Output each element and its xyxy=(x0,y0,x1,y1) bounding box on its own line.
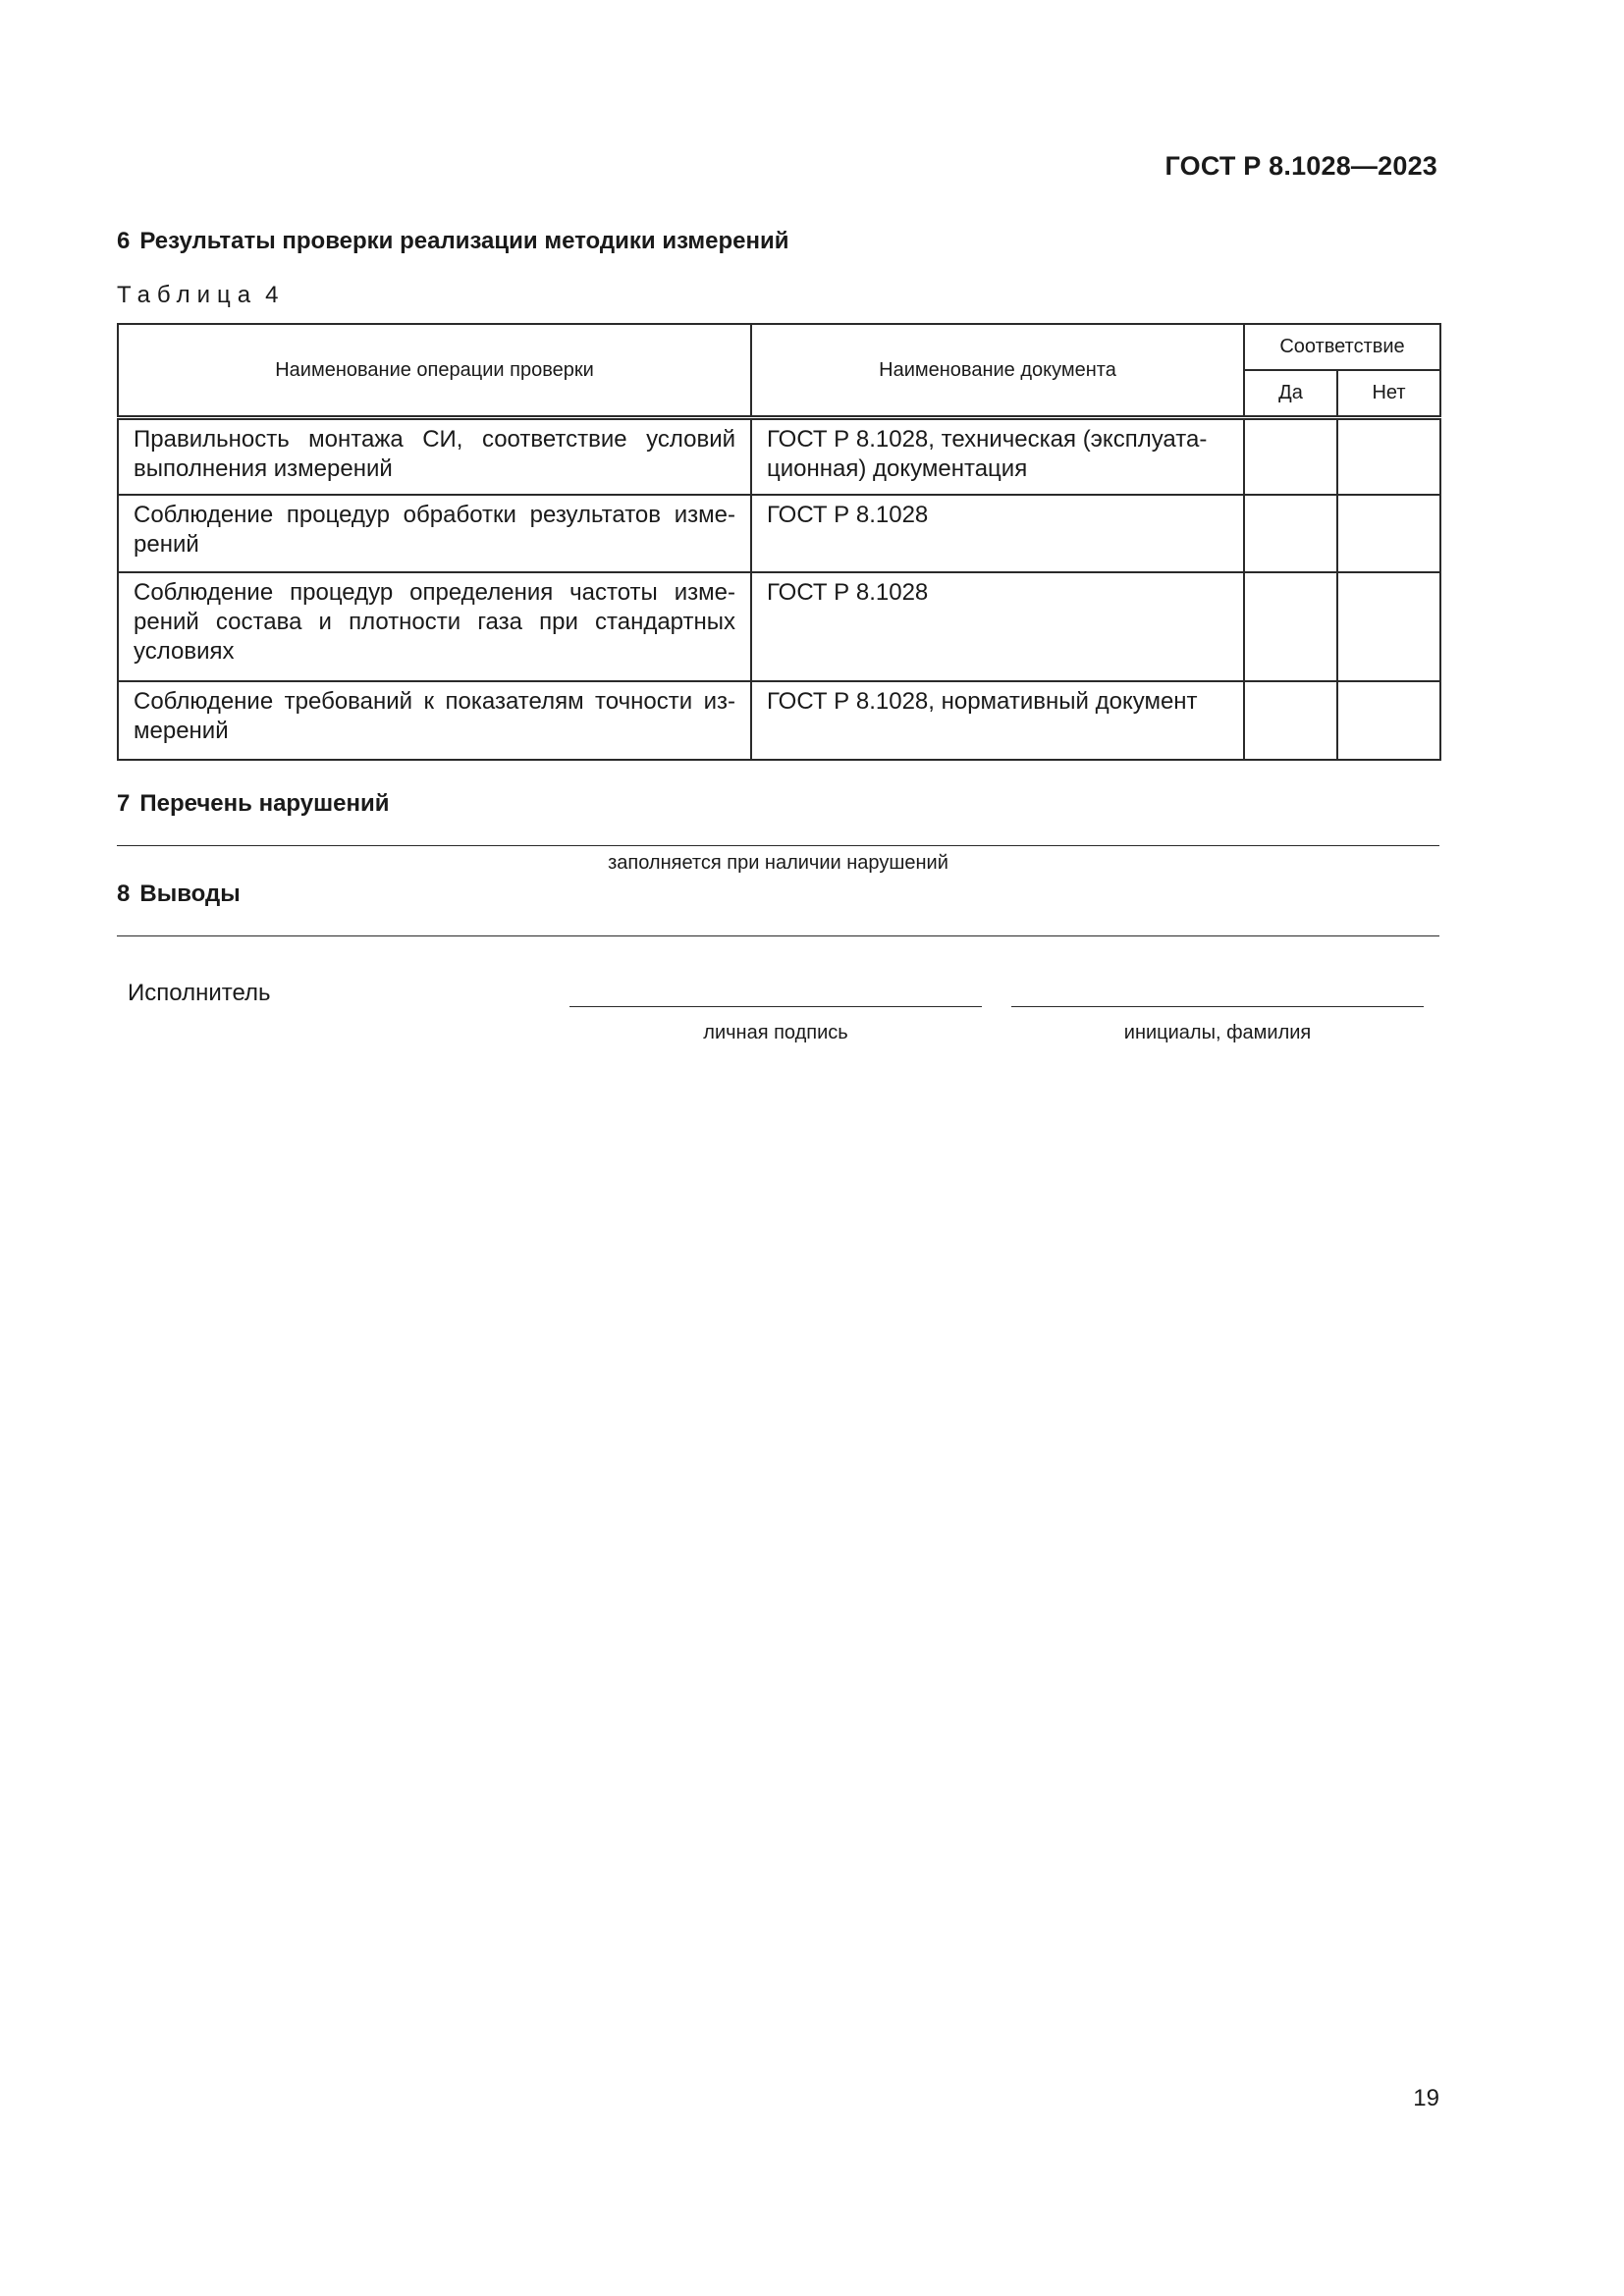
yes-cell[interactable] xyxy=(1244,495,1337,572)
section-7-heading xyxy=(117,790,389,818)
header-no: Нет xyxy=(1337,370,1440,418)
executor-label: Исполнитель xyxy=(128,980,271,1006)
no-cell[interactable] xyxy=(1337,495,1440,572)
document-cell: ГОСТ Р 8.1028 xyxy=(751,495,1244,572)
operation-cell: Соблюдение процедур обработки результатов изме-рений xyxy=(118,495,751,572)
name-line[interactable] xyxy=(1011,1006,1424,1007)
section-7-number: 7 xyxy=(117,790,131,817)
no-cell[interactable] xyxy=(1337,572,1440,681)
yes-cell[interactable] xyxy=(1244,681,1337,760)
signature-line[interactable] xyxy=(569,1006,982,1007)
section-6-heading xyxy=(117,228,789,255)
yes-cell[interactable] xyxy=(1244,418,1337,495)
header-yes: Да xyxy=(1244,370,1337,418)
operation-cell: Правильность монтажа СИ, соответствие условий выполнения измерений xyxy=(118,418,751,495)
no-cell[interactable] xyxy=(1337,418,1440,495)
no-cell[interactable] xyxy=(1337,681,1440,760)
table-number: 4 xyxy=(265,282,279,308)
violations-caption: заполняется при наличии нарушений xyxy=(608,852,948,874)
table-row xyxy=(118,681,1440,760)
conclusions-fill-line[interactable] xyxy=(117,935,1439,936)
section-6-number: 6 xyxy=(117,228,131,254)
table-row xyxy=(118,495,1440,572)
signature-caption: личная подпись xyxy=(703,1022,848,1043)
header-operation: Наименование операции проверки xyxy=(118,324,751,418)
yes-cell[interactable] xyxy=(1244,572,1337,681)
page-number: 19 xyxy=(1413,2085,1439,2111)
document-cell: ГОСТ Р 8.1028, техническая (эксплуата-ционная) документация xyxy=(751,418,1244,495)
operation-cell: Соблюдение требований к показателям точности из-мерений xyxy=(118,681,751,760)
table-label xyxy=(117,282,278,309)
section-7-title: Перечень нарушений xyxy=(139,790,390,817)
section-8-title: Выводы xyxy=(139,881,241,907)
section-8-number: 8 xyxy=(117,881,131,907)
section-8-heading xyxy=(117,881,241,908)
header-document: Наименование документа xyxy=(751,324,1244,418)
table-label-word: Таблица xyxy=(117,282,258,308)
operation-cell: Соблюдение процедур определения частоты изме-рений состава и плотности газа при стандартных условиях xyxy=(118,572,751,681)
header-compliance: Соответствие xyxy=(1244,324,1440,370)
document-cell: ГОСТ Р 8.1028, нормативный документ xyxy=(751,681,1244,760)
document-code: ГОСТ Р 8.1028—2023 xyxy=(1164,151,1437,181)
table-row xyxy=(118,418,1440,495)
section-6-title: Результаты проверки реализации методики измерений xyxy=(139,228,789,254)
document-cell: ГОСТ Р 8.1028 xyxy=(751,572,1244,681)
violations-fill-line[interactable] xyxy=(117,845,1439,846)
name-caption: инициалы, фамилия xyxy=(1123,1022,1312,1043)
table-row xyxy=(118,572,1440,681)
check-results-table xyxy=(117,323,1441,761)
